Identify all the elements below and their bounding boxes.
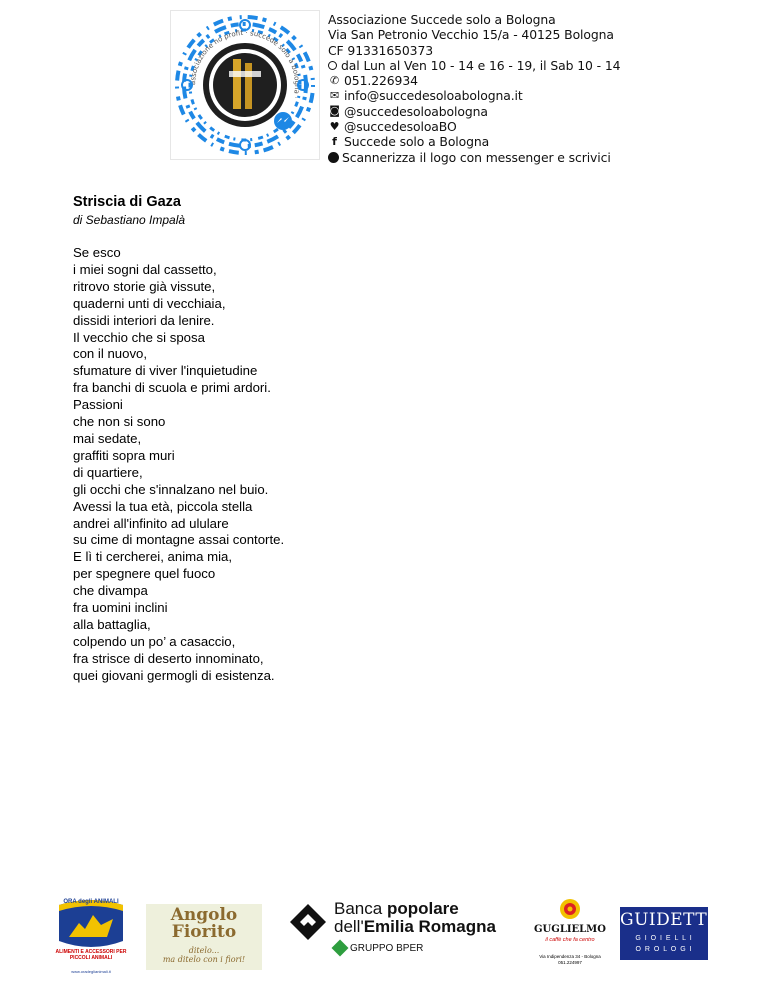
sponsor-guidetti-logo[interactable] [620, 907, 715, 960]
association-name: Associazione Succede solo a Bologna [328, 12, 556, 27]
poem-author: di Sebastiano Impalà [73, 213, 186, 227]
messenger-code-logo[interactable] [170, 10, 320, 160]
sponsor-guglielmo-logo[interactable] [530, 898, 610, 968]
contact-line [328, 27, 748, 42]
contact-line [328, 73, 748, 88]
guglielmo-phone: 051.224997 [558, 960, 582, 965]
poem-line: sfumature di viver l'inquietudine [73, 363, 258, 379]
messenger-instruction: Scannerizza il logo con messenger e scrivici [342, 149, 611, 165]
banca-dell: dell' [334, 917, 364, 936]
poem-line: che divampa [73, 583, 148, 599]
banca-name [334, 900, 496, 936]
poem-line: Se esco [73, 245, 121, 260]
poem-line: Passioni [73, 397, 123, 413]
contact-block [328, 12, 748, 165]
sponsor-bper-logo[interactable] [288, 898, 508, 960]
poem-line: fra strisce di deserto innominato, [73, 650, 264, 666]
poem-title: Striscia di Gaza [73, 194, 181, 210]
angolo-tag2: ma ditelo con i fiori! [162, 955, 246, 964]
poem-line: che non si sono [73, 414, 166, 430]
poem-line: colpendo un po’ a casaccio, [73, 633, 236, 649]
messenger-badge-icon [274, 112, 292, 130]
ora-name: ORA degli ANIMALI [63, 899, 119, 905]
poem-line: fra uomini inclini [73, 600, 168, 616]
email-link[interactable]: info@succedesoloabologna.it [344, 88, 523, 104]
contact-line [328, 104, 748, 119]
sponsor-angolo-fiorito-logo[interactable] [146, 904, 262, 970]
contact-line [328, 119, 748, 134]
poem-line: quei giovani germogli di esistenza. [73, 667, 275, 683]
ora-subtitle: ALIMENTI E ACCESSORI PER PICCOLI ANIMALI [55, 949, 127, 961]
guglielmo-address: Via Indipendenza 34 - Bologna [539, 954, 601, 959]
facebook-page[interactable]: Succede solo a Bologna [344, 134, 490, 150]
phone-icon: ✆ [329, 73, 340, 87]
poem-line: andrei all'infinito ad ululare [73, 515, 229, 531]
poem-line: i miei sogni dal cassetto, [73, 261, 217, 277]
banca-region: Emilia Romagna [363, 917, 496, 936]
bper-mark-icon [288, 902, 328, 942]
bper-group [334, 942, 423, 954]
poem-line: su cime di montagne assai contorte. [73, 532, 285, 548]
poem-line: Il vecchio che si sposa [73, 329, 205, 345]
twitter-icon: ♥ [329, 119, 340, 133]
guidetti-gioielli: G I O I E L L I [635, 935, 693, 942]
banca-popolare: popolare [386, 899, 459, 918]
mail-icon: ✉ [329, 89, 340, 103]
poem-line: Avessi la tua età, piccola stella [73, 498, 253, 514]
poem [73, 193, 473, 685]
angolo-line2: Fiorito [171, 922, 237, 942]
poem-line: graffiti sopra muri [73, 447, 175, 463]
poem-line: fra banchi di scuola e primi ardori. [73, 380, 271, 396]
facebook-icon: f [332, 135, 337, 149]
contact-line [328, 12, 748, 27]
instagram-handle[interactable]: @succedesoloabologna [344, 103, 488, 119]
ora-degli-animali-graphic [55, 897, 127, 977]
ora-url: www.oradeglianimali.it [71, 969, 111, 974]
tax-code: CF 91331650373 [328, 42, 434, 58]
angolo-tagline [146, 946, 262, 964]
phone-number[interactable]: 051.226934 [344, 73, 418, 89]
poem-line: E lì ti cercherei, anima mia, [73, 549, 233, 565]
angolo-line1: Angolo [170, 905, 238, 925]
guidetti-name: GUIDETTI [620, 910, 715, 930]
poem-line: gli occhi che s'innalzano nel buio. [73, 481, 269, 497]
clock-icon [328, 61, 337, 70]
bper-group-label: GRUPPO BPER [350, 942, 424, 954]
contact-line [328, 134, 748, 149]
address: Via San Petronio Vecchio 15/a - 40125 Bologna [328, 27, 614, 43]
poem-line: quaderni unti di vecchiaia, [73, 295, 226, 311]
logo-ring-text: associazione no profit · succede solo a bologna · [188, 28, 302, 100]
bper-group-icon [332, 940, 349, 957]
angolo-tag1: ditelo... [188, 946, 220, 955]
contact-line [328, 150, 748, 165]
poem-line: mai sedate, [73, 430, 142, 446]
messenger-code-graphic [171, 11, 319, 159]
guglielmo-name: GUGLIELMO [534, 924, 606, 935]
poem-line: ritrovo storie già vissute, [73, 278, 216, 294]
poem-line: per spegnere quel fuoco [73, 566, 216, 582]
guidetti-orologi: O R O L O G I [635, 946, 693, 953]
poem-line: di quartiere, [73, 464, 143, 480]
opening-hours: dal Lun al Ven 10 - 14 e 16 - 19, il Sab 10 - 14 [341, 57, 621, 73]
poem-line: con il nuovo, [73, 346, 148, 362]
sponsor-ora-degli-animali-logo[interactable] [55, 897, 127, 977]
target-icon [559, 898, 581, 920]
instagram-icon: ◙ [329, 104, 340, 118]
messenger-icon [328, 152, 339, 163]
guglielmo-tagline: il caffè che fa centro [545, 937, 595, 943]
poem-line: dissidi interiori da lenire. [73, 312, 215, 328]
poem-line: alla battaglia, [73, 616, 151, 632]
contact-line [328, 88, 748, 103]
angolo-title [146, 907, 262, 941]
banca-word: Banca [334, 899, 387, 918]
poem-body [73, 245, 473, 685]
twitter-handle[interactable]: @succedesoloaBO [344, 119, 457, 135]
contact-line [328, 43, 748, 58]
contact-line [328, 58, 748, 73]
